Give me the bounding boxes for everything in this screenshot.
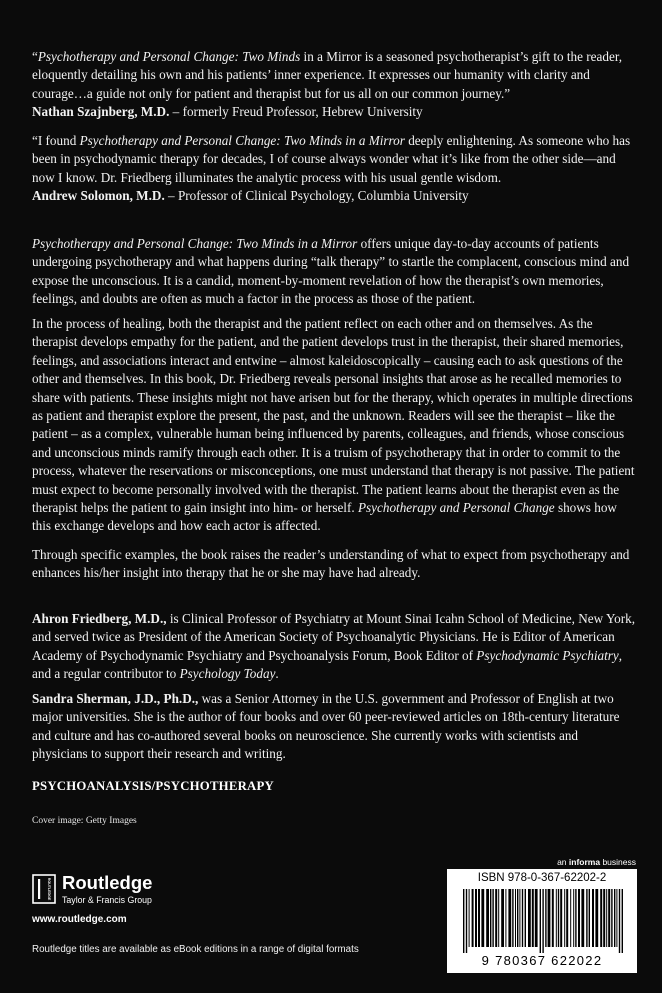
barcode-bar (490, 889, 491, 947)
endorsement-quote: “I found Psychotherapy and Personal Change: Two Minds in a Mirror deeply enlightening. As someone who has been in psychodynamic therapy for decades, I of course always wonder what it’s like from the other side—and now I know. Dr. Friedberg illuminates the analytic process with his usual gentle wisdom. (32, 133, 631, 185)
barcode-bar (472, 889, 474, 947)
barcode-bar (535, 889, 538, 947)
barcode-bar (525, 889, 526, 947)
barcode-bar (608, 889, 610, 947)
barcode-bar (586, 889, 587, 947)
barcode-bar (495, 889, 497, 947)
barcode-bar (616, 889, 617, 947)
barcode-icon (461, 889, 623, 955)
barcode-bar (619, 889, 620, 953)
barcode-panel (447, 869, 637, 973)
barcode-bar (515, 889, 516, 947)
barcode-bar (589, 889, 590, 947)
barcode-bar (469, 889, 470, 947)
publisher-website[interactable]: www.routledge.com (32, 914, 127, 925)
description-paragraph-2: In the process of healing, both the therapist and the patient reflect on each other and on themselves. As the therapist develops empathy for the patient, and the patient develops trust in the therapist, their shared memories, feelings, and associations interact and entwine – almost kaleidoscopically – causing each to ask questions of the other and themselves. In this book, Dr. Friedberg reveals personal insights that arose as he recalled memories to share with patients. These insights might not have arisen but for the therapy, which operates in multiple directions as patient and therapist explore the present, the past, and the unknown. Readers will see the therapist – like the patient – as a complex, vulnerable human being influenced by parents, colleagues, and friends, whose conscious and unconscious minds ramify through each other. It is a truism of psychotherapy that in order to commit to the process, whatever the reservations or misconceptions, one must understand that therapy is not passive. The patient must expect to become personally involved with the therapist. The patient learns about the therapist even as the therapist helps the patient to gain insight into him- or herself. Psychotherapy and Personal Change shows how this exchange develops and how each actor is affected. (32, 316, 635, 534)
cover-credit: Cover image: Getty Images (32, 816, 137, 826)
barcode-bar (603, 889, 605, 947)
barcode-bar (478, 889, 480, 947)
barcode-bar (481, 889, 484, 947)
publisher-subtitle: Taylor & Francis Group (62, 895, 152, 905)
barcode-bar (466, 889, 467, 953)
barcode-bar (566, 889, 568, 947)
barcode-bar (528, 889, 531, 947)
barcode-bar (564, 889, 565, 947)
barcode-bar (581, 889, 584, 947)
barcode-bar (614, 889, 615, 947)
barcode-bar (498, 889, 499, 947)
barcode-bar (492, 889, 493, 947)
barcode-bar (592, 889, 594, 947)
barcode-bar (517, 889, 518, 947)
subject-category: PSYCHOANALYSIS/PSYCHOTHERAPY (32, 779, 274, 793)
barcode-bar (540, 889, 541, 953)
barcode-bar (508, 889, 511, 947)
endorsement-2 (32, 132, 636, 206)
barcode-bar (501, 889, 504, 947)
logo-text: ROUTLEDGE (47, 877, 51, 901)
barcode-bar (600, 889, 602, 947)
barcode-bar (606, 889, 607, 947)
barcode-bar (542, 889, 543, 953)
barcode-bar (475, 889, 477, 947)
barcode-bar (560, 889, 562, 947)
barcode-bar (611, 889, 612, 947)
ebook-note: Routledge titles are available as eBook editions in a range of digital formats (32, 944, 359, 955)
endorsement-attribution: Nathan Szajnberg, M.D. – formerly Freud Professor, Hebrew University (32, 104, 423, 120)
author-name: Ahron Friedberg, M.D., (32, 611, 167, 626)
publisher-name: Routledge (62, 872, 153, 893)
routledge-logo-icon (32, 874, 56, 904)
barcode-bar (463, 889, 464, 953)
barcode-bar (595, 889, 598, 947)
author-name: Sandra Sherman, J.D., Ph.D., (32, 691, 199, 706)
barcode-bar (545, 889, 546, 947)
informa-business-label: an informa business (557, 857, 636, 867)
barcode-bar (519, 889, 520, 947)
description-paragraph-3: Through specific examples, the book raises the reader’s understanding of what to expect from psychotherapy and enhances his/her insight into therapy that he or she may have had already. (32, 547, 630, 581)
barcode-bar (575, 889, 576, 947)
endorsement-quote: “Psychotherapy and Personal Change: Two Minds in a Mirror is a seasoned psychotherapist’s gift to the reader, eloquently detailing his own and his patients’ inner experience. It expresses our humanity with clarity and courage…a guide not only for patient and therapist but for us all on our common journey.” (32, 49, 622, 101)
barcode-bar (578, 889, 580, 947)
barcode-bar (532, 889, 534, 947)
barcode-bar (570, 889, 571, 947)
isbn-label: ISBN 978-0-367-62202-2 (477, 872, 607, 884)
barcode-bar (556, 889, 557, 947)
barcode-bar (505, 889, 506, 947)
barcode-bar (486, 889, 489, 947)
author-bio-1: Ahron Friedberg, M.D., is Clinical Professor of Psychiatry at Mount Sinai Icahn School of Medicine, New York, and served twice as President of the American Society of Psychoanalytic Physicians. He is Editor of American Academy of Psychodynamic Psychiatry and Psychoanalysis Forum, Book Editor of Psychodynamic Psychiatry, and a regular contributor to Psychology Today. (32, 611, 636, 682)
barcode-bar (522, 889, 523, 947)
barcode-bar (622, 889, 623, 953)
endorsement-1 (32, 48, 636, 122)
barcode-bar (573, 889, 574, 947)
author-bio-2: Sandra Sherman, J.D., Ph.D., was a Senior Attorney in the U.S. government and Professor of English at two major universities. She is the author of four books and over 60 peer-reviewed articles on 18th-century literature and culture and has co-authored several books on neuroscience. She currently works with scientists and physicians to support their research and writing. (32, 691, 620, 762)
barcode-bar (548, 889, 551, 947)
barcode-bar (552, 889, 554, 947)
barcode-bar (512, 889, 513, 947)
barcode-digits: 9 780367 622022 (481, 953, 603, 968)
barcode-bar (558, 889, 559, 947)
description-paragraph-1: Psychotherapy and Personal Change: Two Minds in a Mirror offers unique day-to-day accounts of patients undergoing psychotherapy and what happens during “talk therapy” to startle the complacent, conscious mind and expose the unconscious. It is a candid, moment-by-moment revelation of how the therapist’s own memories, feelings, and doubts are often as much a factor in the process as those of the patient. (32, 236, 630, 307)
endorsement-attribution: Andrew Solomon, M.D. – Professor of Clinical Psychology, Columbia University (32, 188, 469, 204)
